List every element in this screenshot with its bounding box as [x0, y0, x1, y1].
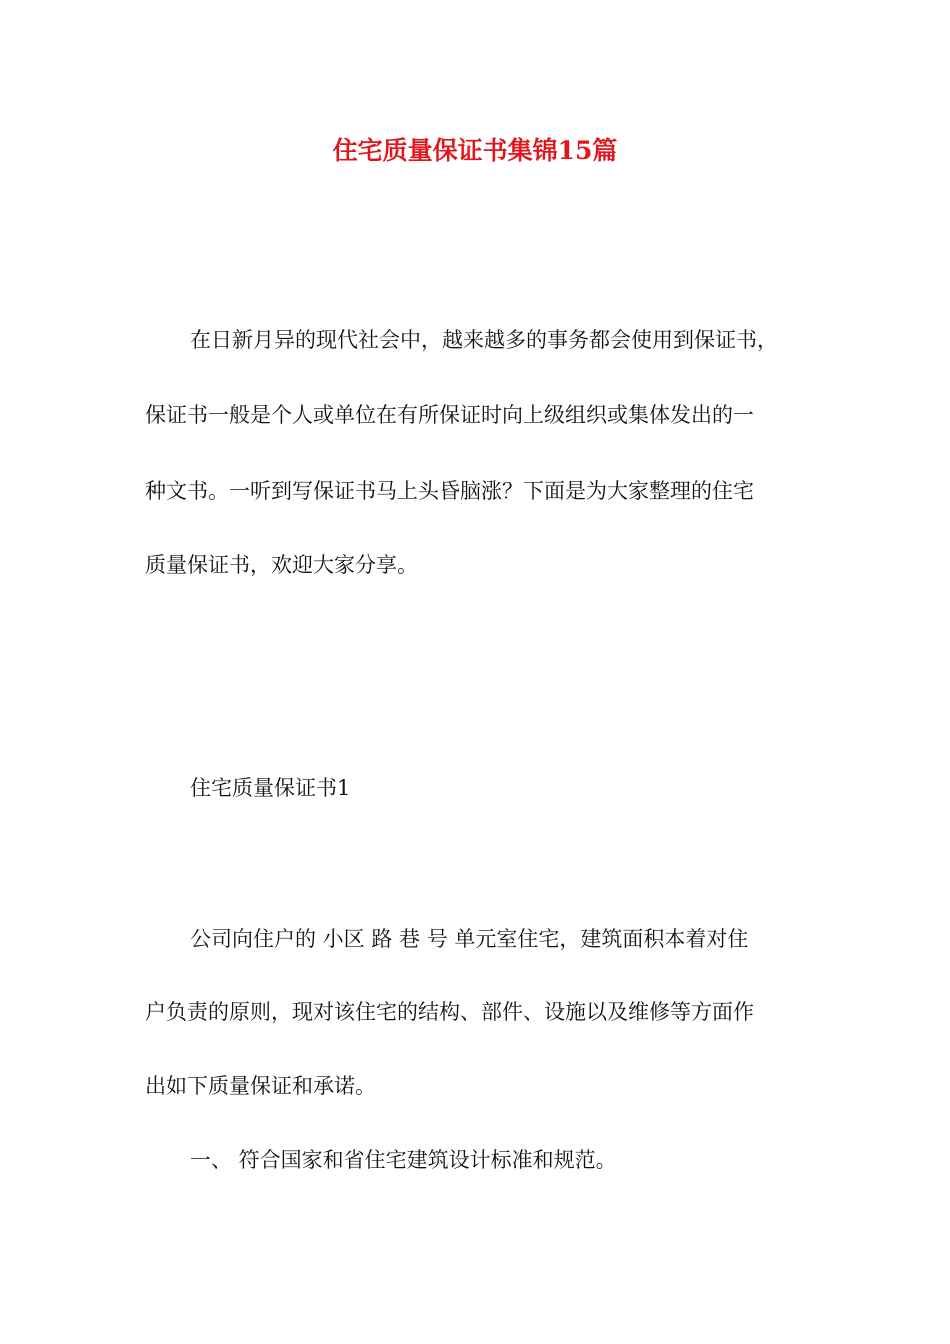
document-title: 住宅质量保证书集锦15篇	[332, 136, 618, 165]
intro-line-4: 质量保证书，欢迎大家分享。	[145, 553, 418, 577]
section-heading: 住宅质量保证书1	[190, 776, 351, 800]
body-line-1: 公司向住户的 小区 路 巷 号 单元室住宅，建筑面积本着对住	[190, 927, 749, 951]
clause-1: 一、 符合国家和省住宅建筑设计标准和规范。	[190, 1148, 617, 1172]
body-line-2: 户负责的原则，现对该住宅的结构、部件、设施以及维修等方面作	[145, 1000, 754, 1024]
intro-line-2: 保证书一般是个人或单位在有所保证时向上级组织或集体发出的一	[145, 403, 754, 427]
body-line-3: 出如下质量保证和承诺。	[145, 1074, 376, 1098]
intro-line-1: 在日新月异的现代社会中，越来越多的事务都会使用到保证书，	[190, 328, 778, 352]
intro-line-3: 种文书。一听到写保证书马上头昏脑涨？下面是为大家整理的住宅	[145, 479, 754, 503]
